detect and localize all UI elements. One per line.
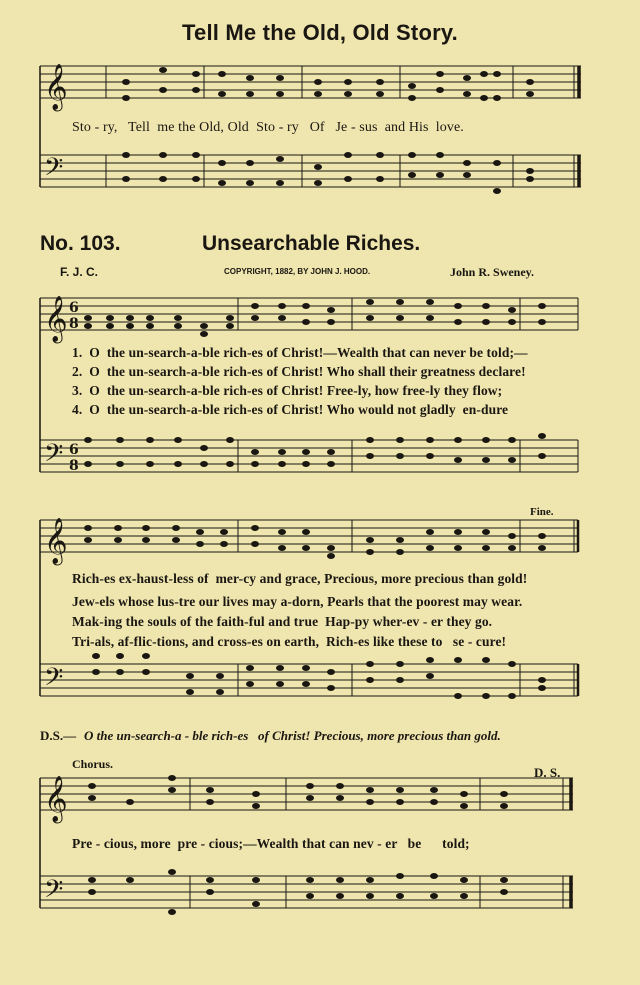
verse-line-3b: Mak-ing the souls of the faith-ful and true Hap-py wher-ev - er they go. [72,614,493,629]
fine-marker: Fine. [530,506,554,518]
hymn-number: No. 103. [40,232,121,255]
svg-text:𝄞: 𝄞 [44,64,68,110]
verse-line-4b: Tri-als, af-flic-tions, and cross-es on earth, Rich-es like these to se - cure! [72,634,507,649]
svg-text:𝄞: 𝄞 [44,776,68,822]
chorus-label: Chorus. [72,757,114,771]
chorus-lyric: Pre - cious, more pre - cious;—Wealth that can nev - er be told; [72,836,470,851]
verse-line-2b: Jew-els whose lus-tre our lives may a-dorn, Pearls that the poorest may wear. [72,594,523,609]
hymn-title: Unsearchable Riches. [202,232,421,255]
svg-text:𝄢: 𝄢 [44,439,64,474]
svg-text:6: 6 [69,442,79,458]
svg-text:6: 6 [69,300,79,316]
verse-line-4a: 4. O the un-search-a-ble rich-es of Christ! Who would not gladly en-dure [72,402,509,417]
svg-text:8: 8 [69,316,79,332]
svg-text:𝄢: 𝄢 [44,875,64,910]
svg-text:8: 8 [69,458,79,474]
verse-line-3a: 3. O the un-search-a-ble rich-es of Christ! Free-ly, how free-ly they flow; [72,383,503,398]
verse-line-1a: 1. O the un-search-a-ble rich-es of Christ!—Wealth that can never be told;— [72,345,528,360]
svg-text:𝄞: 𝄞 [44,296,68,342]
composer-credit: John R. Sweney. [450,265,535,279]
author-credit: F. J. C. [60,265,99,279]
copyright-notice: COPYRIGHT, 1882, BY JOHN J. HOOD. [224,267,371,276]
ds-text: O the un-search-a - ble rich-es of Christ! Precious, more precious than gold. [84,728,501,743]
svg-text:𝄞: 𝄞 [44,518,68,564]
ds-marker: D. S. [534,765,561,780]
svg-text:𝄢: 𝄢 [44,153,64,188]
previous-hymn-lyric: Sto - ry, Tell me the Old, Old Sto - ry Of Je - sus and His love. [72,120,464,135]
previous-hymn-title: Tell Me the Old, Old Story. [182,20,458,45]
ds-label: D.S.— [40,728,77,743]
svg-text:𝄢: 𝄢 [44,663,64,698]
verse-line-2a: 2. O the un-search-a-ble rich-es of Christ! Who shall their greatness declare! [72,364,526,379]
notes-system-3 [84,525,546,699]
verse-line-1b: Rich-es ex-haust-less of mer-cy and grace, Precious, more precious than gold! [72,571,528,586]
